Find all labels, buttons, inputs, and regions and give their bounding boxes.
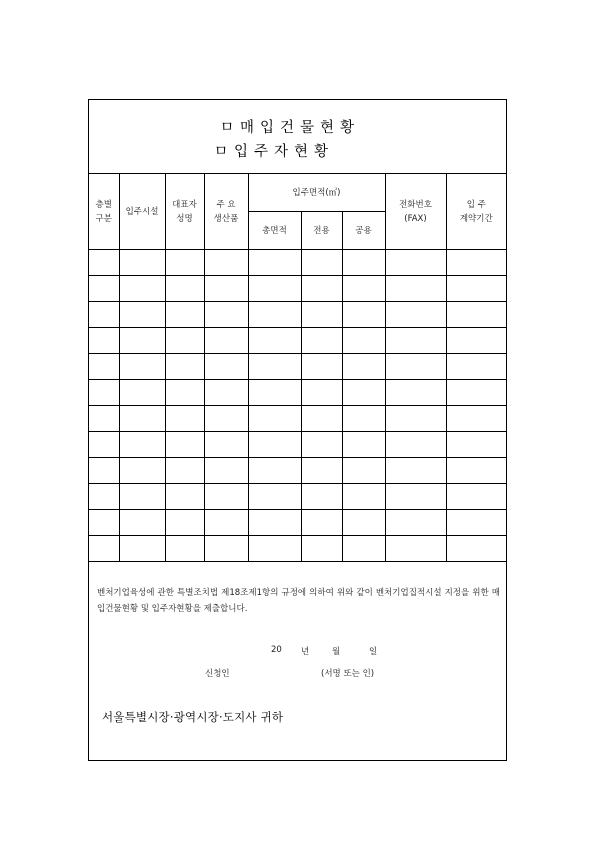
table-cell — [119, 510, 165, 536]
recipient: 서울특별시장·광역시장·도지사 귀하 — [102, 710, 284, 724]
table-cell — [165, 302, 204, 328]
table-cell — [165, 484, 204, 510]
table-cell — [342, 354, 385, 380]
table-cell — [446, 458, 506, 484]
table-cell — [446, 250, 506, 276]
table-cell — [165, 536, 204, 562]
table-cell — [119, 354, 165, 380]
table-row — [89, 380, 506, 406]
table-row — [89, 302, 506, 328]
table-cell — [446, 380, 506, 406]
table-cell — [89, 380, 119, 406]
table-cell — [342, 406, 385, 432]
table-cell — [301, 302, 342, 328]
date-day-unit: 일 — [369, 647, 378, 657]
table-cell — [301, 354, 342, 380]
table-row — [89, 432, 506, 458]
table-cell — [385, 510, 446, 536]
table-cell — [446, 302, 506, 328]
header-phone: 전화번호 (FAX) — [385, 174, 446, 250]
table-cell — [165, 354, 204, 380]
table-cell — [119, 536, 165, 562]
table-cell — [89, 510, 119, 536]
date-year: 20 — [271, 645, 282, 655]
table-cell — [301, 458, 342, 484]
table-cell — [119, 302, 165, 328]
table-cell — [89, 250, 119, 276]
table-cell — [342, 484, 385, 510]
table-cell — [119, 406, 165, 432]
table-cell — [89, 302, 119, 328]
table-row — [89, 536, 506, 562]
table-cell — [385, 406, 446, 432]
table-cell — [301, 406, 342, 432]
table-cell — [119, 458, 165, 484]
table-row — [89, 354, 506, 380]
table-cell — [89, 354, 119, 380]
table-cell — [301, 536, 342, 562]
table-cell — [248, 302, 301, 328]
table-cell — [89, 276, 119, 302]
header-contract-period: 입 주 계약기간 — [446, 174, 506, 250]
table-cell — [301, 484, 342, 510]
table-cell — [248, 536, 301, 562]
table-cell — [89, 536, 119, 562]
table-cell — [446, 276, 506, 302]
table-cell — [89, 484, 119, 510]
table-cell — [385, 380, 446, 406]
header-floor: 층별 구분 — [89, 174, 119, 250]
table-cell — [204, 250, 248, 276]
table-cell — [301, 276, 342, 302]
table-cell — [89, 458, 119, 484]
header-exclusive-area: 전용 — [301, 212, 342, 250]
table-cell — [385, 250, 446, 276]
table-cell — [301, 510, 342, 536]
table-cell — [301, 328, 342, 354]
table-cell — [248, 432, 301, 458]
table-cell — [446, 354, 506, 380]
table-cell — [446, 328, 506, 354]
table-cell — [385, 458, 446, 484]
table-cell — [248, 406, 301, 432]
table-cell — [342, 432, 385, 458]
table-cell — [89, 328, 119, 354]
table-cell — [165, 458, 204, 484]
table-cell — [204, 510, 248, 536]
table-cell — [385, 354, 446, 380]
table-cell — [204, 380, 248, 406]
table-cell — [119, 328, 165, 354]
table-cell — [248, 484, 301, 510]
table-cell — [385, 536, 446, 562]
applicant-label: 신청인 — [205, 669, 230, 679]
table-cell — [204, 458, 248, 484]
table-cell — [165, 432, 204, 458]
table-cell — [165, 328, 204, 354]
table-cell — [165, 510, 204, 536]
table-cell — [342, 328, 385, 354]
header-common-area: 공용 — [342, 212, 385, 250]
title-occupant-status: ㅁ입주자현황 — [214, 144, 335, 160]
table-cell — [446, 484, 506, 510]
declaration-text: 벤처기업육성에 관한 특별조치법 제18조제1항의 규정에 의하여 위와 같이 벤처기업집적시설 지정을 위한 매입건물현황 및 입주자현황을 제출합니다. — [97, 588, 500, 614]
table-cell — [301, 380, 342, 406]
table-cell — [248, 510, 301, 536]
table-row — [89, 406, 506, 432]
table-cell — [446, 406, 506, 432]
table-cell — [204, 276, 248, 302]
table-cell — [165, 250, 204, 276]
table-cell — [446, 432, 506, 458]
table-cell — [342, 276, 385, 302]
occupant-table — [89, 173, 506, 562]
table-cell — [119, 276, 165, 302]
date-year-unit: 년 — [301, 647, 310, 657]
table-cell — [204, 484, 248, 510]
table-cell — [119, 380, 165, 406]
title-purchased-building-status: ㅁ매입건물현황 — [220, 120, 361, 136]
table-cell — [204, 536, 248, 562]
table-cell — [204, 432, 248, 458]
title-section — [89, 100, 506, 174]
table-cell — [248, 328, 301, 354]
header-occupied-area: 입주면적(㎡) — [248, 174, 385, 212]
header-main-products: 주 요 생산품 — [204, 174, 248, 250]
table-cell — [446, 536, 506, 562]
table-cell — [342, 302, 385, 328]
table-cell — [385, 328, 446, 354]
table-cell — [301, 250, 342, 276]
table-cell — [119, 484, 165, 510]
table-cell — [446, 510, 506, 536]
table-cell — [342, 380, 385, 406]
table-row — [89, 276, 506, 302]
table-cell — [248, 380, 301, 406]
table-cell — [165, 380, 204, 406]
table-row — [89, 510, 506, 536]
table-row — [89, 484, 506, 510]
table-cell — [385, 484, 446, 510]
table-cell — [342, 250, 385, 276]
table-cell — [165, 406, 204, 432]
table-cell — [89, 432, 119, 458]
table-cell — [385, 276, 446, 302]
table-cell — [248, 458, 301, 484]
table-cell — [248, 276, 301, 302]
table-cell — [204, 328, 248, 354]
table-cell — [342, 458, 385, 484]
table-cell — [248, 250, 301, 276]
table-cell — [342, 536, 385, 562]
table-row — [89, 328, 506, 354]
form-container — [88, 99, 507, 761]
table-cell — [165, 276, 204, 302]
table-cell — [385, 302, 446, 328]
header-occupant: 입주시설 — [119, 174, 165, 250]
table-cell — [204, 354, 248, 380]
table-row — [89, 458, 506, 484]
table-cell — [89, 406, 119, 432]
table-cell — [301, 432, 342, 458]
table-cell — [119, 250, 165, 276]
header-representative: 대표자 성명 — [165, 174, 204, 250]
header-total-area: 총면적 — [248, 212, 301, 250]
table-cell — [248, 354, 301, 380]
signature-note: (서명 또는 인) — [321, 669, 375, 679]
table-cell — [342, 510, 385, 536]
table-cell — [385, 432, 446, 458]
table-cell — [204, 302, 248, 328]
date-month-unit: 월 — [332, 647, 341, 657]
table-row — [89, 250, 506, 276]
table-cell — [204, 406, 248, 432]
table-cell — [119, 432, 165, 458]
